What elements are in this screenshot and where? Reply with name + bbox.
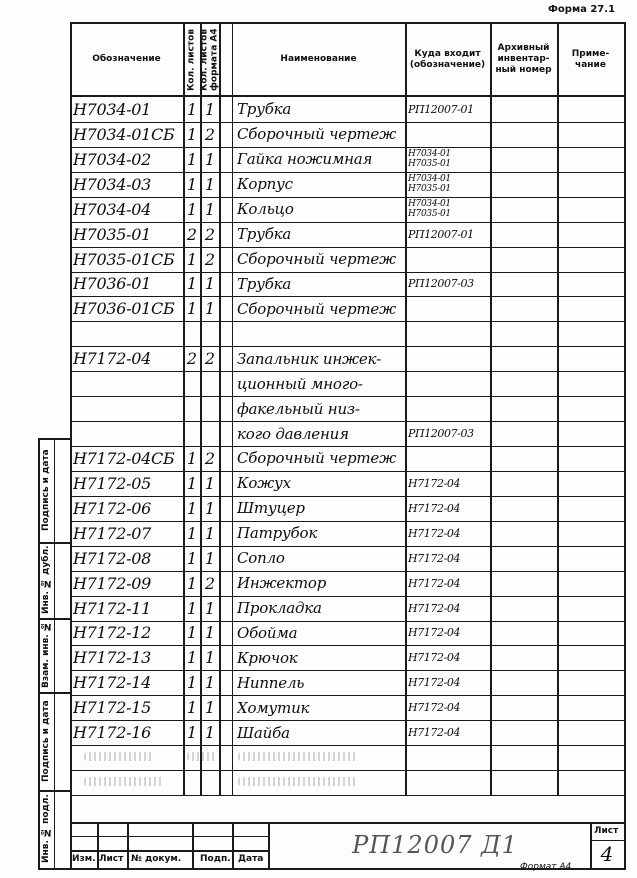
row-where: Н7172-04 — [408, 476, 461, 490]
faded-entry — [238, 752, 358, 761]
row-name: Трубка — [237, 225, 292, 244]
form-label: Форма 27.1 — [548, 4, 616, 15]
row-designation: Н7172-14 — [73, 673, 152, 693]
side-rule — [54, 438, 55, 868]
document-code: РП12007 Д1 — [352, 831, 518, 859]
row-designation: Н7034-04 — [73, 199, 152, 219]
row-name: Штуцер — [237, 499, 305, 518]
stamp-col-date: Дата — [238, 854, 264, 864]
side-label: Подпись и дата — [41, 449, 51, 531]
row-designation: Н7034-01СБ — [73, 124, 175, 144]
row-sheets: 1 — [186, 274, 198, 294]
row-sheets: 1 — [186, 124, 198, 144]
row-name: Сборочный чертеж — [237, 449, 396, 468]
row-sheets: 1 — [186, 174, 198, 194]
row-where: РП12007-01 — [408, 227, 474, 241]
row-designation: Н7035-01 — [73, 224, 152, 244]
stamp-rule — [268, 822, 270, 868]
faded-entry — [187, 752, 217, 761]
row-sheets: 1 — [186, 473, 198, 493]
side-rule — [38, 868, 70, 870]
side-label: Инв. № дубл. — [41, 545, 51, 615]
faded-entry — [238, 777, 358, 786]
row-where-line: Н7035-01 — [408, 209, 451, 220]
column-divider — [183, 22, 185, 795]
row-name: факельный низ- — [237, 399, 360, 418]
column-divider — [557, 22, 559, 795]
row-designation: Н7172-07 — [73, 523, 152, 543]
row-sheets: 1 — [186, 548, 198, 568]
column-divider — [232, 22, 233, 795]
row-designation: Н7172-12 — [73, 623, 152, 643]
row-name: Инжектор — [237, 574, 327, 593]
stamp-rule — [70, 836, 270, 837]
row-designation: Н7172-05 — [73, 473, 152, 493]
column-divider — [219, 22, 221, 795]
row-sheets-a4: 1 — [204, 498, 216, 518]
row-where: Н7172-04 — [408, 651, 461, 665]
row-sheets-a4: 1 — [204, 673, 216, 693]
row-sheets-a4: 1 — [204, 299, 216, 319]
column-divider — [200, 22, 202, 795]
row-name: Сборочный чертеж — [237, 250, 396, 269]
row-designation: Н7035-01СБ — [73, 249, 175, 269]
row-name: Сопло — [237, 549, 285, 568]
stamp-rule — [232, 822, 234, 868]
row-where: Н7172-04 — [408, 701, 461, 715]
side-label: Инв. № подл. — [41, 794, 51, 864]
side-label: Подпись и дата — [41, 700, 51, 782]
row-designation: Н7172-15 — [73, 698, 152, 718]
row-sheets: 2 — [186, 349, 198, 369]
row-where — [408, 172, 488, 197]
stamp-col-sign: Подп. — [200, 854, 231, 864]
row-sheets-a4: 2 — [204, 224, 216, 244]
format-label: Формат А4 — [520, 862, 572, 872]
header-designation: Обозначение — [92, 54, 161, 64]
row-sheets: 1 — [186, 623, 198, 643]
row-where: Н7172-04 — [408, 551, 461, 565]
faded-entry — [84, 752, 154, 761]
row-divider — [70, 321, 624, 322]
header-note: Приме- чание — [571, 48, 610, 70]
stamp-rule — [127, 822, 129, 868]
row-sheets: 1 — [186, 723, 198, 743]
row-name: Гайка ножимная — [237, 150, 373, 169]
sheet-number: 4 — [600, 842, 614, 866]
row-where: Н7172-04 — [408, 601, 461, 615]
row-sheets-a4: 2 — [204, 573, 216, 593]
header-sheets-a4: Кол. листов формата А4 — [199, 28, 220, 91]
row-name: Кожух — [237, 474, 291, 493]
row-where-line: Н7035-01 — [408, 184, 451, 195]
row-designation: Н7172-11 — [73, 598, 152, 618]
row-sheets-a4: 1 — [204, 274, 216, 294]
frame-right — [624, 22, 626, 870]
row-sheets: 1 — [186, 523, 198, 543]
row-sheets-a4: 1 — [204, 548, 216, 568]
row-sheets-a4: 1 — [204, 623, 216, 643]
row-sheets: 1 — [186, 199, 198, 219]
row-name: Сборочный чертеж — [237, 299, 396, 318]
row-name: Обойма — [237, 623, 298, 642]
row-sheets: 1 — [186, 149, 198, 169]
row-sheets: 1 — [186, 648, 198, 668]
row-where — [408, 147, 488, 172]
row-where-line: Н7034-01 — [408, 149, 451, 160]
row-name: Шайба — [237, 723, 290, 742]
stamp-rule — [70, 850, 270, 852]
stamp-col-izm: Изм. — [72, 854, 96, 864]
row-where: Н7172-04 — [408, 576, 461, 590]
side-label: Взам. инв. № — [41, 621, 51, 689]
row-sheets: 1 — [186, 598, 198, 618]
row-sheets-a4: 1 — [204, 698, 216, 718]
row-name: Сборочный чертеж — [237, 125, 396, 144]
row-designation: Н7172-08 — [73, 548, 152, 568]
row-where: Н7172-04 — [408, 501, 461, 515]
row-sheets-a4: 1 — [204, 99, 216, 119]
row-sheets: 1 — [186, 498, 198, 518]
column-divider — [405, 22, 407, 795]
row-sheets-a4: 2 — [204, 349, 216, 369]
row-sheets-a4: 1 — [204, 523, 216, 543]
stamp-rule — [70, 822, 624, 824]
row-sheets-a4: 2 — [204, 249, 216, 269]
row-where: Н7172-04 — [408, 626, 461, 640]
row-designation: Н7172-04СБ — [73, 448, 175, 468]
row-sheets-a4: 2 — [204, 448, 216, 468]
row-name: Патрубок — [237, 524, 318, 543]
header-where: Куда входит (обозначение) — [409, 48, 486, 70]
row-sheets-a4: 1 — [204, 723, 216, 743]
row-sheets: 1 — [186, 698, 198, 718]
row-divider — [70, 770, 624, 771]
row-where: РП12007-03 — [408, 427, 474, 441]
row-sheets: 1 — [186, 673, 198, 693]
row-sheets-a4: 1 — [204, 174, 216, 194]
stamp-col-doc: № докум. — [131, 854, 182, 864]
row-name: кого давления — [237, 424, 349, 443]
row-name: Прокладка — [237, 599, 322, 618]
header-archive: Архивный инвентар- ный номер — [495, 43, 552, 75]
row-designation: Н7036-01СБ — [73, 299, 175, 319]
row-where: Н7172-04 — [408, 676, 461, 690]
row-divider — [70, 745, 624, 746]
row-name: Запальник инжек- — [237, 349, 382, 368]
row-where: РП12007-03 — [408, 277, 474, 291]
row-name: Корпус — [237, 175, 293, 194]
row-sheets-a4: 1 — [204, 473, 216, 493]
column-divider — [490, 22, 492, 795]
row-designation: Н7172-13 — [73, 648, 152, 668]
row-designation: Н7036-01 — [73, 274, 152, 294]
row-designation: Н7034-03 — [73, 174, 152, 194]
row-name: Трубка — [237, 274, 292, 293]
row-name: Крючок — [237, 648, 298, 667]
row-sheets: 1 — [186, 448, 198, 468]
stamp-col-list: Лист — [99, 854, 124, 864]
row-designation: Н7172-09 — [73, 573, 152, 593]
row-sheets-a4: 1 — [204, 149, 216, 169]
header-name: Наименование — [280, 54, 357, 64]
row-name: Хомутик — [237, 698, 310, 717]
row-sheets: 2 — [186, 224, 198, 244]
row-where: Н7172-04 — [408, 526, 461, 540]
row-sheets-a4: 1 — [204, 648, 216, 668]
row-name: Кольцо — [237, 200, 294, 219]
row-sheets: 1 — [186, 573, 198, 593]
sheet-label: Лист — [594, 826, 619, 836]
row-designation: Н7034-01 — [73, 99, 152, 119]
row-designation: Н7172-06 — [73, 498, 152, 518]
row-designation: Н7034-02 — [73, 149, 152, 169]
row-designation: Н7172-04 — [73, 349, 152, 369]
row-name: Ниппель — [237, 673, 305, 692]
row-name: ционный много- — [237, 374, 363, 393]
row-divider — [70, 795, 624, 796]
header-sheets: Кол. листов — [186, 28, 197, 91]
row-where-line: Н7034-01 — [408, 174, 451, 185]
row-sheets-a4: 2 — [204, 124, 216, 144]
stamp-rule — [590, 840, 624, 841]
faded-entry — [84, 777, 164, 786]
row-sheets: 1 — [186, 299, 198, 319]
row-where: Н7172-04 — [408, 726, 461, 740]
row-where: РП12007-01 — [408, 102, 474, 116]
stamp-rule — [192, 822, 194, 868]
row-designation: Н7172-16 — [73, 723, 152, 743]
row-where-line: Н7035-01 — [408, 159, 451, 170]
row-where — [408, 197, 488, 222]
row-sheets-a4: 1 — [204, 598, 216, 618]
row-where-line: Н7034-01 — [408, 199, 451, 210]
row-name: Трубка — [237, 100, 292, 119]
row-sheets: 1 — [186, 99, 198, 119]
row-sheets: 1 — [186, 249, 198, 269]
row-sheets-a4: 1 — [204, 199, 216, 219]
